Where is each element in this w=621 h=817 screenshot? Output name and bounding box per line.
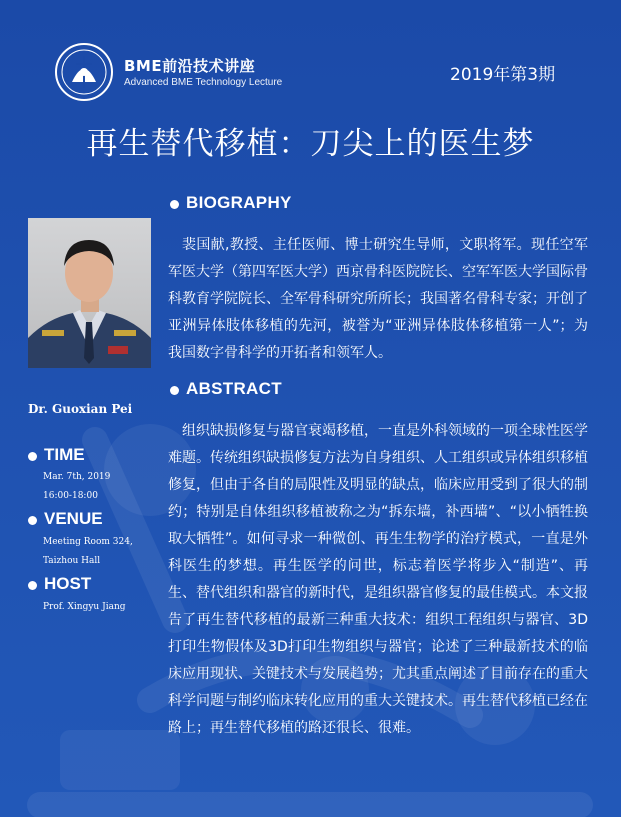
- biography-bullet-icon: [170, 200, 179, 209]
- abstract-text: 组织缺损修复与器官衰竭移植，一直是外科领域的一项全球性医学难题。传统组织缺损修复方法为自身组织、人工组织或异体组织移植修复，但由于各自的局限性及明显的缺点，临床应用受到了很大的制约；特别是自体组织移植被称之为“拆东墙，补西墙”、“以小牺牲换取大牺牲”。如何寻求一种微创、再生生物学的治疗模式，一直是外科医生的梦想。再生医学的问世，标志着医学将步入“制造”、再生、替代组织和器官的新时代，是组织器官修复的最佳模式。本文报告了再生替代移植的最新三种重大技术：组织工程组织与器官、3D打印生物假体及3D打印生物组织与器官；论述了三种最新技术的临床应用现状、关键技术与发展趋势；尤其重点阐述了目前存在的重大科学问题与制约临床转化应用的重大关键技术。再生替代移植已经在路上；再生替代移植的路还很长、很难。: [168, 423, 588, 736]
- abstract-heading: ABSTRACT: [186, 379, 282, 398]
- biography-text: 裴国献,教授、主任医师、博士研究生导师，文职将军。现任空军军医大学（第四军医大学）西京骨科医院院长、空军军医大学国际骨科教育学院院长、全军骨科研究所所长；我国著名骨科专家；开创了亚洲异体肢体移植的先河，被誉为“亚洲异体肢体移植第一人”；为我国数字骨科学的开拓者和领军人。: [168, 237, 588, 361]
- venue-label: VENUE: [44, 509, 103, 528]
- time-bullet-icon: [28, 452, 37, 461]
- university-logo-icon: [54, 42, 114, 102]
- host-name: Prof. Xingyu Jiang: [43, 602, 126, 612]
- org-name: BME前沿技术讲座: [124, 57, 256, 75]
- venue-room: Meeting Room 324,: [43, 537, 133, 547]
- speaker-name: Dr. Guoxian Pei: [28, 402, 133, 416]
- time-hours: 16:00-18:00: [43, 491, 98, 501]
- speaker-photo: [28, 218, 151, 368]
- abstract-bullet-icon: [170, 386, 179, 395]
- time-date: Mar. 7th, 2019: [43, 472, 111, 482]
- lecture-title: 再生替代移植：刀尖上的医生梦: [86, 126, 535, 162]
- org-subtitle: Advanced BME Technology Lecture: [124, 77, 283, 88]
- venue-bullet-icon: [28, 516, 37, 525]
- host-label: HOST: [44, 574, 92, 593]
- host-bullet-icon: [28, 581, 37, 590]
- speaker-portrait-icon: [28, 218, 151, 368]
- biography-heading: BIOGRAPHY: [186, 193, 292, 212]
- time-label: TIME: [44, 445, 85, 464]
- venue-hall: Taizhou Hall: [43, 556, 101, 566]
- issue-number: 2019年第3期: [450, 65, 556, 85]
